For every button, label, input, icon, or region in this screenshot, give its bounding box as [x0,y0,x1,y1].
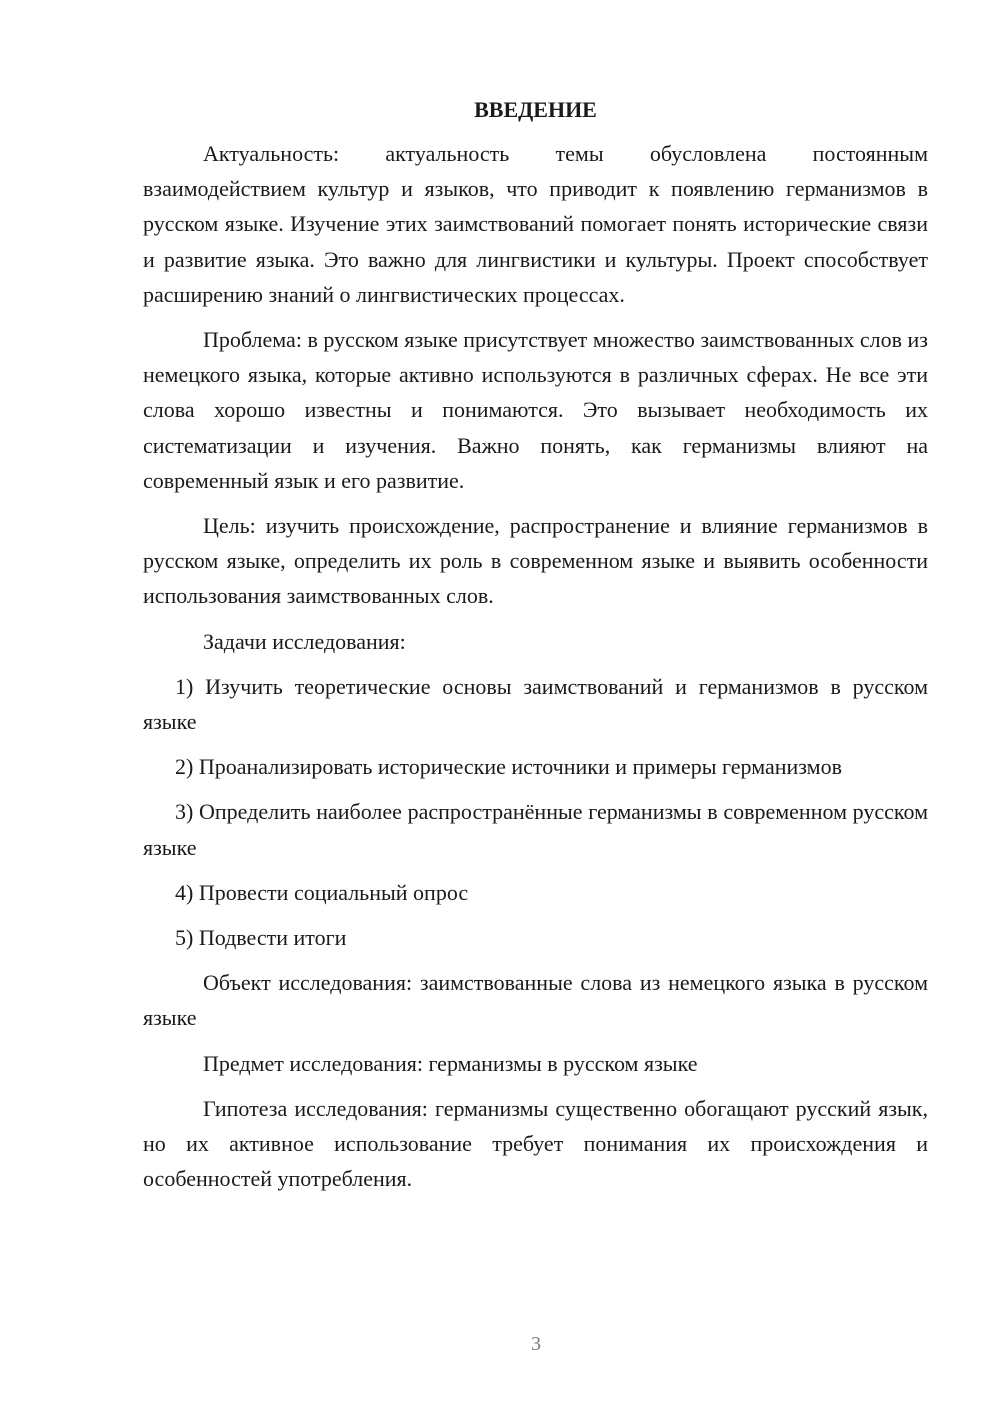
relevance-paragraph: Актуальность: актуальность темы обусловлена постоянным взаимодействием культур и языков, что приводит к появлению германизмов в русском языке. Изучение этих заимствований помогает понять исторические связи и развитие языка. Это важно для лингвистики и культуры. Проект способствует расширению знаний о лингвистических процессах. [143,141,928,307]
subject-paragraph: Предмет исследования: германизмы в русском языке [203,1050,698,1076]
task-item-4: 4) Провести социальный опрос [175,879,469,905]
task-item-3: 3) Определить наиболее распространённые германизмы в современном русском языке [143,799,928,860]
problem-paragraph: Проблема: в русском языке присутствует множество заимствованных слов из немецкого языка, которые активно используются в различных сферах. Не все эти слова хорошо известны и понимаются. Это вызывает необходимость их систематизации и изучения. Важно понять, как германизмы влияют на современный язык и его развитие. [143,327,928,493]
page-number: 3 [531,1333,541,1355]
task-item-2: 2) Проанализировать исторические источники и примеры германизмов [175,754,842,780]
object-paragraph: Объект исследования: заимствованные слова из немецкого языка в русском языке [143,970,928,1031]
page-title: ВВЕДЕНИЕ [474,97,597,122]
document-page [143,92,928,1206]
goal-paragraph: Цель: изучить происхождение, распространение и влияние германизмов в русском языке, определить их роль в современном языке и выявить особенности использования заимствованных слов. [143,513,928,609]
task-item-1: 1) Изучить теоретические основы заимствований и германизмов в русском языке [143,673,928,735]
tasks-heading: Задачи исследования: [203,628,406,654]
hypothesis-paragraph: Гипотеза исследования: германизмы существенно обогащают русский язык, но их активное использование требует понимания их происхождения и особенностей употребления. [143,1095,928,1192]
task-item-5: 5) Подвести итоги [175,925,347,951]
